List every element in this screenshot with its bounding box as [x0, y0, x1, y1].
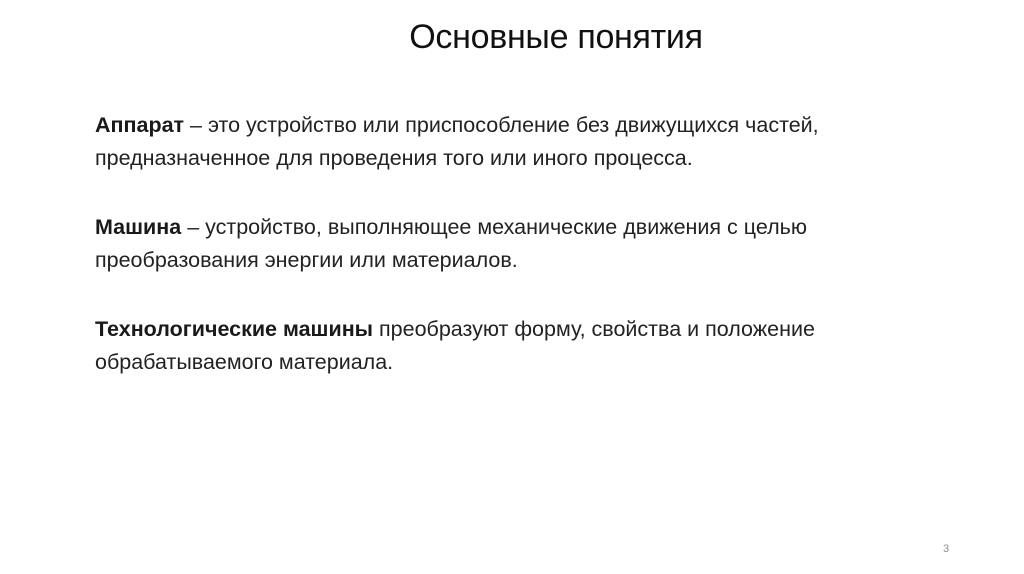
definition-technological-machines-text: преобразуют форму, свойства и положение обрабатываемого материала.: [95, 317, 815, 374]
definition-apparatus-text: – это устройство или приспособление без движущихся частей, предназначенное для проведения того или иного процесса.: [95, 113, 819, 170]
term-machine: Машина: [95, 215, 182, 239]
slide-title: Основные понятия: [409, 18, 703, 56]
definition-technological-machines: [95, 313, 975, 379]
definition-machine-text: – устройство, выполняющее механические движения с целью преобразования энергии или материалов.: [95, 215, 807, 272]
page-number: 3: [942, 543, 950, 555]
term-technological-machines: Технологические машины: [95, 317, 374, 341]
definition-machine: [95, 211, 975, 277]
definition-apparatus: [95, 109, 975, 175]
definitions-list: [95, 109, 975, 415]
term-apparatus: Аппарат: [95, 113, 185, 137]
